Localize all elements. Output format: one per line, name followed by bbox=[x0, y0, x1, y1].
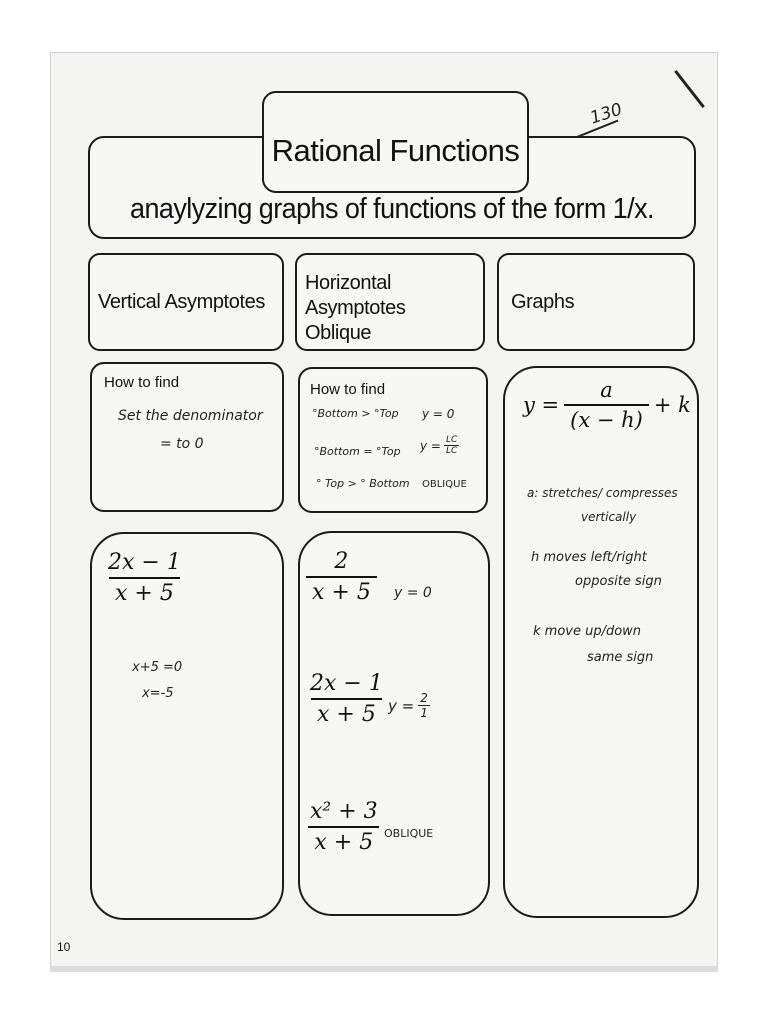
note-k-line2: same sign bbox=[587, 650, 654, 665]
vertical-example-numerator: 2x − 1 bbox=[108, 550, 181, 575]
vertical-how-to-find-line2: = to 0 bbox=[160, 436, 204, 452]
ex3-numerator: x² + 3 bbox=[310, 799, 378, 824]
note-k-line1: k move up/down bbox=[533, 624, 642, 639]
ex1-answer: y = 0 bbox=[394, 585, 432, 601]
rule2-result bbox=[420, 435, 459, 456]
horizontal-header-line1: Horizontal Asymptotes bbox=[305, 272, 406, 319]
vertical-example-box bbox=[90, 532, 284, 920]
formula-tail: + k bbox=[653, 393, 691, 417]
horizontal-example2-fraction bbox=[304, 671, 389, 727]
horizontal-asymptotes-header bbox=[295, 253, 485, 351]
rule2-result-label: y = bbox=[420, 438, 441, 453]
horizontal-how-to-find-label: How to find bbox=[310, 381, 386, 398]
horizontal-example3-fraction bbox=[304, 799, 384, 855]
ex2-answer-fraction bbox=[418, 691, 430, 720]
graphs-header-text: Graphs bbox=[511, 290, 575, 313]
note-a-line2: vertically bbox=[581, 510, 637, 524]
page-title bbox=[262, 91, 529, 193]
horizontal-example1-fraction bbox=[306, 549, 377, 605]
score-value: 130 bbox=[587, 99, 625, 129]
page-edge bbox=[50, 966, 718, 972]
rule3-text: ° Top > ° Bottom bbox=[316, 477, 410, 490]
note-h-line2: opposite sign bbox=[575, 574, 662, 589]
horizontal-how-to-find-box bbox=[298, 367, 488, 513]
ex3-denominator: x + 5 bbox=[308, 826, 379, 855]
page-title-text: Rational Functions bbox=[271, 133, 520, 168]
note-a-line1: a: stretches/ compresses bbox=[527, 486, 678, 500]
rule2-result-num: LC bbox=[445, 435, 458, 445]
ex1-numerator: 2 bbox=[334, 549, 349, 574]
ex2-numerator: 2x − 1 bbox=[310, 671, 383, 696]
vertical-work-line2: x=-5 bbox=[142, 686, 174, 701]
ex3-answer: OBLIQUE bbox=[384, 827, 434, 840]
formula-fraction bbox=[564, 378, 649, 432]
ex2-denominator: x + 5 bbox=[311, 698, 382, 727]
vertical-example-denominator: x + 5 bbox=[109, 577, 180, 606]
graphs-content-box bbox=[503, 366, 699, 918]
subtitle: anaylyzing graphs of functions of the form 1/x. bbox=[130, 193, 654, 225]
vertical-asymptotes-header-text: Vertical Asymptotes bbox=[98, 290, 265, 313]
page-number: 10 bbox=[57, 940, 71, 954]
vertical-asymptotes-header bbox=[88, 253, 284, 351]
ex1-denominator: x + 5 bbox=[306, 576, 377, 605]
vertical-example-fraction bbox=[102, 550, 187, 606]
ex2-answer-den: 1 bbox=[420, 706, 428, 720]
formula-numerator: a bbox=[600, 378, 613, 402]
formula-lhs: y = bbox=[523, 393, 560, 417]
vertical-work-line1: x+5 =0 bbox=[132, 660, 183, 675]
graphs-header bbox=[497, 253, 695, 351]
ex2-answer bbox=[388, 691, 430, 720]
vertical-how-to-find-label: How to find bbox=[104, 374, 180, 391]
rule2-result-fraction bbox=[444, 435, 459, 456]
graph-formula bbox=[523, 378, 691, 432]
vertical-how-to-find-line1: Set the denominator bbox=[118, 408, 263, 424]
horizontal-header-line2: Oblique bbox=[305, 322, 372, 344]
score-mark bbox=[560, 99, 630, 138]
vertical-how-to-find-box bbox=[90, 362, 284, 512]
rule2-result-den: LC bbox=[445, 446, 458, 456]
rule2-text: °Bottom = °Top bbox=[314, 445, 401, 458]
ex2-answer-label: y = bbox=[388, 696, 415, 715]
note-h-line1: h moves left/right bbox=[531, 550, 647, 565]
rule1-text: °Bottom > °Top bbox=[312, 407, 399, 420]
horizontal-examples-box bbox=[298, 531, 490, 916]
rule3-result: OBLIQUE bbox=[422, 479, 467, 490]
ex2-answer-num: 2 bbox=[420, 691, 428, 705]
rule1-result: y = 0 bbox=[422, 407, 455, 421]
formula-denominator: (x − h) bbox=[564, 404, 649, 432]
